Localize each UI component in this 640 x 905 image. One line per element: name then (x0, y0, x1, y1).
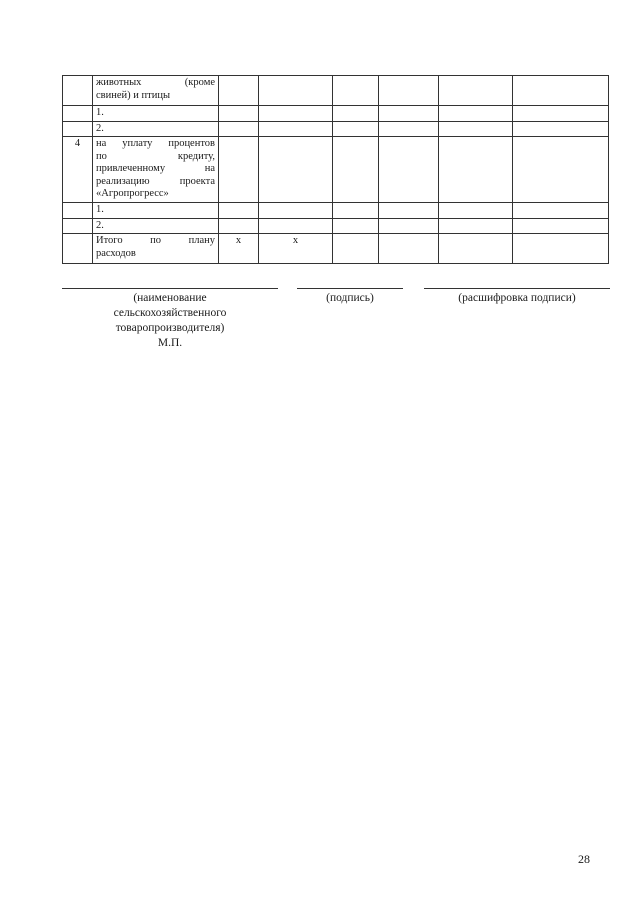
row-number (63, 106, 93, 122)
expense-table (62, 75, 609, 264)
row-description: 1. (93, 203, 219, 219)
table-cell (439, 203, 513, 219)
table-cell (379, 106, 439, 122)
table-cell (439, 137, 513, 203)
table-cell (379, 234, 439, 264)
table-cell (513, 76, 609, 106)
table-cell (333, 234, 379, 264)
table-cell (219, 76, 259, 106)
row-number (63, 218, 93, 234)
table-cell (219, 121, 259, 137)
signature-line (424, 288, 610, 289)
table-cell (513, 203, 609, 219)
table-cell (333, 137, 379, 203)
row-description: Итого по плану расходов (93, 234, 219, 264)
row-description: на уплату процентов по кредиту, привлеченному на реализацию проекта «Агропрогресс» (93, 137, 219, 203)
table-cell (259, 76, 333, 106)
table-cell: x (259, 234, 333, 264)
table-row (63, 203, 609, 219)
table-cell (259, 121, 333, 137)
row-description: 1. (93, 106, 219, 122)
row-number (63, 76, 93, 106)
row-description: 2. (93, 121, 219, 137)
table-cell (333, 76, 379, 106)
signature-line (297, 288, 403, 289)
table-cell (439, 121, 513, 137)
table-row (63, 137, 609, 203)
signature-line (62, 288, 278, 289)
table-cell: x (219, 234, 259, 264)
table-cell (439, 234, 513, 264)
table-cell (513, 106, 609, 122)
signature-org-block: (наименование сельскохозяйственного товаропроизводителя) М.П. (62, 288, 278, 351)
table-cell (439, 106, 513, 122)
table-row (63, 121, 609, 137)
row-number (63, 234, 93, 264)
table-cell (219, 218, 259, 234)
row-description: 2. (93, 218, 219, 234)
table-cell (259, 137, 333, 203)
table-cell (333, 218, 379, 234)
table-cell (513, 218, 609, 234)
table-cell (513, 137, 609, 203)
table-cell (333, 121, 379, 137)
table-cell (259, 218, 333, 234)
table-cell (379, 137, 439, 203)
table-cell (379, 203, 439, 219)
table-row (63, 234, 609, 264)
table-row (63, 218, 609, 234)
stamp-place-label: М.П. (157, 337, 183, 349)
table-cell (379, 121, 439, 137)
table-row (63, 106, 609, 122)
table-cell (439, 218, 513, 234)
table-cell (379, 76, 439, 106)
row-number: 4 (63, 137, 93, 203)
table-cell (513, 121, 609, 137)
table-cell (333, 203, 379, 219)
page-number: 28 (578, 852, 590, 866)
table-cell (333, 106, 379, 122)
table-cell (219, 106, 259, 122)
table-cell (259, 203, 333, 219)
row-number (63, 121, 93, 137)
signature-sign-block: (подпись) (297, 288, 403, 306)
table-cell (439, 76, 513, 106)
table-cell (379, 218, 439, 234)
row-description: животных (кроме свиней) и птицы (93, 76, 219, 106)
table-cell (219, 203, 259, 219)
signature-decode-block: (расшифровка подписи) (424, 288, 610, 306)
row-number (63, 203, 93, 219)
table-cell (219, 137, 259, 203)
table-cell (513, 234, 609, 264)
table-cell (259, 106, 333, 122)
table-row (63, 76, 609, 106)
